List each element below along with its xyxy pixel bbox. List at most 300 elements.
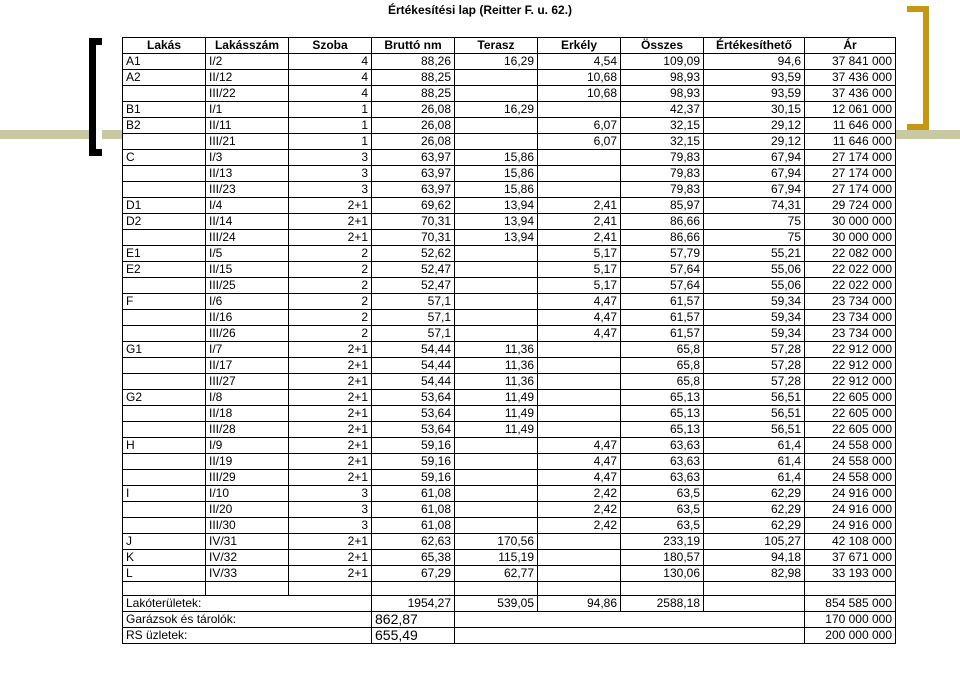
summary-brutto: 862,87 [372, 612, 455, 628]
cell-osszes: 42,37 [621, 102, 704, 118]
cell-ertekesitheto: 61,4 [704, 470, 805, 486]
cell-ertekesitheto: 93,59 [704, 86, 805, 102]
cell-lakas [123, 502, 206, 518]
cell-szoba: 1 [289, 134, 372, 150]
cell-terasz: 16,29 [455, 54, 538, 70]
cell-erkely: 2,42 [538, 518, 621, 534]
cell-szoba: 2 [289, 262, 372, 278]
cell-lakas: E1 [123, 246, 206, 262]
cell-brutto: 53,64 [372, 390, 455, 406]
cell-lakasszam: I/3 [206, 150, 289, 166]
cell-erkely [538, 150, 621, 166]
cell-brutto: 53,64 [372, 422, 455, 438]
cell-lakasszam: IV/33 [206, 566, 289, 582]
cell-ertekesitheto: 59,34 [704, 326, 805, 342]
cell-lakasszam: III/25 [206, 278, 289, 294]
cell-ar: 24 916 000 [805, 518, 896, 534]
cell-terasz [455, 134, 538, 150]
cell-brutto: 52,47 [372, 278, 455, 294]
cell-szoba: 1 [289, 118, 372, 134]
cell-terasz [455, 246, 538, 262]
summary-brutto: 1954,27 [372, 596, 455, 612]
cell-brutto: 88,25 [372, 70, 455, 86]
cell-brutto: 61,08 [372, 502, 455, 518]
cell-erkely: 5,17 [538, 262, 621, 278]
cell-szoba: 2+1 [289, 534, 372, 550]
cell-lakas: K [123, 550, 206, 566]
cell-erkely: 6,07 [538, 118, 621, 134]
column-header-erkely: Erkély [538, 38, 621, 54]
table-header-row [123, 38, 896, 54]
cell-ertekesitheto: 61,4 [704, 454, 805, 470]
summary-ar: 854 585 000 [805, 596, 896, 612]
cell-ertekesitheto: 57,28 [704, 342, 805, 358]
cell-terasz [455, 502, 538, 518]
document-title: Értékesítési lap (Reitter F. u. 62.) [387, 3, 573, 17]
cell-ertekesitheto: 55,06 [704, 278, 805, 294]
cell-osszes: 61,57 [621, 294, 704, 310]
cell-ar: 23 734 000 [805, 294, 896, 310]
table-row [123, 150, 896, 166]
cell-szoba: 2+1 [289, 342, 372, 358]
summary-ar: 200 000 000 [805, 628, 896, 644]
cell-ertekesitheto: 56,51 [704, 406, 805, 422]
cell-ar: 30 000 000 [805, 214, 896, 230]
cell-ertekesitheto: 30,15 [704, 102, 805, 118]
cell-terasz: 62,77 [455, 566, 538, 582]
cell-erkely: 10,68 [538, 70, 621, 86]
cell-lakas [123, 518, 206, 534]
cell-terasz: 11,49 [455, 406, 538, 422]
cell-ar: 27 174 000 [805, 182, 896, 198]
cell-ertekesitheto: 29,12 [704, 134, 805, 150]
table-row [123, 406, 896, 422]
cell-brutto: 63,97 [372, 166, 455, 182]
table-row [123, 518, 896, 534]
summary-row-residential [123, 596, 896, 612]
cell-szoba: 2+1 [289, 422, 372, 438]
cell-szoba: 3 [289, 518, 372, 534]
cell-lakas: B1 [123, 102, 206, 118]
cell-terasz: 15,86 [455, 166, 538, 182]
cell-lakas: H [123, 438, 206, 454]
cell-lakas: C [123, 150, 206, 166]
cell-ar: 24 558 000 [805, 454, 896, 470]
summary-row-shops [123, 628, 896, 644]
cell-erkely: 6,07 [538, 134, 621, 150]
cell-erkely [538, 374, 621, 390]
cell-szoba: 2+1 [289, 390, 372, 406]
cell-erkely: 2,41 [538, 214, 621, 230]
cell-lakas: A1 [123, 54, 206, 70]
cell-brutto: 63,97 [372, 150, 455, 166]
cell-lakasszam: II/18 [206, 406, 289, 422]
cell-terasz [455, 438, 538, 454]
table-row [123, 534, 896, 550]
cell-erkely [538, 390, 621, 406]
cell-ar: 24 558 000 [805, 438, 896, 454]
cell-lakasszam: II/15 [206, 262, 289, 278]
cell-osszes: 79,83 [621, 182, 704, 198]
cell-lakasszam: I/1 [206, 102, 289, 118]
cell-lakasszam: IV/32 [206, 550, 289, 566]
cell-ar: 30 000 000 [805, 230, 896, 246]
cell-ar: 12 061 000 [805, 102, 896, 118]
cell-terasz [455, 70, 538, 86]
cell-szoba: 3 [289, 182, 372, 198]
cell-ertekesitheto: 57,28 [704, 358, 805, 374]
cell-lakasszam: II/20 [206, 502, 289, 518]
cell-osszes: 98,93 [621, 70, 704, 86]
table-row [123, 358, 896, 374]
cell-lakasszam: I/6 [206, 294, 289, 310]
cell-brutto: 52,62 [372, 246, 455, 262]
cell-ertekesitheto: 105,27 [704, 534, 805, 550]
cell-ertekesitheto: 59,34 [704, 294, 805, 310]
cell-szoba: 3 [289, 150, 372, 166]
cell-osszes: 79,83 [621, 166, 704, 182]
cell-ar: 22 605 000 [805, 422, 896, 438]
table-row [123, 198, 896, 214]
table-row [123, 438, 896, 454]
column-header-lakas: Lakás [123, 38, 206, 54]
cell-ertekesitheto: 59,34 [704, 310, 805, 326]
cell-ertekesitheto: 55,06 [704, 262, 805, 278]
column-header-lakasszam: Lakásszám [206, 38, 289, 54]
cell-osszes: 63,5 [621, 518, 704, 534]
cell-terasz: 13,94 [455, 230, 538, 246]
cell-szoba: 2+1 [289, 406, 372, 422]
summary-row-garages [123, 612, 896, 628]
cell-erkely [538, 550, 621, 566]
cell-lakasszam: I/8 [206, 390, 289, 406]
cell-erkely [538, 422, 621, 438]
cell-terasz: 170,56 [455, 534, 538, 550]
cell-lakasszam: II/14 [206, 214, 289, 230]
cell-lakasszam: III/30 [206, 518, 289, 534]
cell-szoba: 2+1 [289, 230, 372, 246]
cell-lakasszam: III/23 [206, 182, 289, 198]
cell-ertekesitheto: 62,29 [704, 518, 805, 534]
cell-szoba: 2+1 [289, 470, 372, 486]
cell-brutto: 67,29 [372, 566, 455, 582]
cell-erkely: 4,47 [538, 310, 621, 326]
cell-ar: 22 022 000 [805, 262, 896, 278]
cell-szoba: 3 [289, 486, 372, 502]
cell-terasz: 16,29 [455, 102, 538, 118]
cell-erkely: 2,41 [538, 198, 621, 214]
cell-lakas [123, 326, 206, 342]
cell-lakas: D2 [123, 214, 206, 230]
cell-brutto: 54,44 [372, 374, 455, 390]
summary-label: Lakóterületek: [123, 596, 372, 612]
column-header-terasz: Terasz [455, 38, 538, 54]
cell-terasz [455, 294, 538, 310]
cell-lakasszam: II/17 [206, 358, 289, 374]
cell-erkely [538, 566, 621, 582]
cell-brutto: 59,16 [372, 438, 455, 454]
cell-terasz [455, 310, 538, 326]
cell-terasz: 11,49 [455, 390, 538, 406]
cell-ertekesitheto: 55,21 [704, 246, 805, 262]
cell-ar: 29 724 000 [805, 198, 896, 214]
cell-lakas [123, 374, 206, 390]
cell-osszes: 65,8 [621, 358, 704, 374]
cell-osszes: 57,64 [621, 278, 704, 294]
cell-szoba: 2+1 [289, 374, 372, 390]
cell-erkely [538, 102, 621, 118]
cell-terasz [455, 470, 538, 486]
cell-ar: 27 174 000 [805, 150, 896, 166]
cell-lakas: F [123, 294, 206, 310]
cell-erkely: 4,47 [538, 326, 621, 342]
cell-osszes: 57,64 [621, 262, 704, 278]
cell-terasz: 15,86 [455, 182, 538, 198]
cell-lakas: A2 [123, 70, 206, 86]
cell-osszes: 65,13 [621, 422, 704, 438]
cell-lakasszam: III/27 [206, 374, 289, 390]
cell-ar: 22 912 000 [805, 342, 896, 358]
cell-lakasszam: II/13 [206, 166, 289, 182]
table-row [123, 550, 896, 566]
table-row [123, 102, 896, 118]
table-row [123, 470, 896, 486]
cell-lakasszam: III/22 [206, 86, 289, 102]
cell-brutto: 61,08 [372, 486, 455, 502]
cell-erkely: 5,17 [538, 246, 621, 262]
cell-szoba: 4 [289, 70, 372, 86]
cell-terasz: 13,94 [455, 214, 538, 230]
cell-erkely: 10,68 [538, 86, 621, 102]
cell-lakasszam: III/21 [206, 134, 289, 150]
cell-osszes: 130,06 [621, 566, 704, 582]
cell-lakasszam: I/2 [206, 54, 289, 70]
table-row [123, 566, 896, 582]
cell-erkely [538, 406, 621, 422]
cell-lakas [123, 310, 206, 326]
cell-osszes: 180,57 [621, 550, 704, 566]
cell-lakas: G2 [123, 390, 206, 406]
cell-lakas: B2 [123, 118, 206, 134]
cell-ar: 24 916 000 [805, 486, 896, 502]
cell-ar: 27 174 000 [805, 166, 896, 182]
cell-szoba: 2 [289, 326, 372, 342]
cell-brutto: 69,62 [372, 198, 455, 214]
cell-ertekesitheto: 82,98 [704, 566, 805, 582]
cell-terasz [455, 326, 538, 342]
cell-ertekesitheto: 93,59 [704, 70, 805, 86]
table-row [123, 454, 896, 470]
cell-osszes: 63,63 [621, 470, 704, 486]
cell-osszes: 86,66 [621, 230, 704, 246]
cell-lakas [123, 86, 206, 102]
table-row [123, 86, 896, 102]
cell-ertekesitheto: 61,4 [704, 438, 805, 454]
table-row [123, 486, 896, 502]
cell-ertekesitheto: 56,51 [704, 390, 805, 406]
cell-szoba: 4 [289, 54, 372, 70]
column-header-szoba: Szoba [289, 38, 372, 54]
table-row [123, 310, 896, 326]
cell-ertekesitheto: 57,28 [704, 374, 805, 390]
column-header-brutto: Bruttó nm [372, 38, 455, 54]
cell-brutto: 52,47 [372, 262, 455, 278]
cell-lakas [123, 406, 206, 422]
cell-osszes: 61,57 [621, 326, 704, 342]
cell-lakasszam: III/28 [206, 422, 289, 438]
cell-ar: 22 605 000 [805, 390, 896, 406]
cell-lakasszam: I/7 [206, 342, 289, 358]
cell-ar: 11 646 000 [805, 134, 896, 150]
cell-terasz [455, 118, 538, 134]
cell-ertekesitheto: 67,94 [704, 166, 805, 182]
cell-erkely [538, 534, 621, 550]
cell-erkely [538, 182, 621, 198]
cell-erkely [538, 358, 621, 374]
column-header-osszes: Összes [621, 38, 704, 54]
cell-brutto: 70,31 [372, 230, 455, 246]
cell-terasz: 11,36 [455, 374, 538, 390]
cell-lakas: E2 [123, 262, 206, 278]
cell-ar: 11 646 000 [805, 118, 896, 134]
summary-terasz: 539,05 [455, 596, 538, 612]
cell-lakas [123, 422, 206, 438]
cell-ar: 22 912 000 [805, 358, 896, 374]
cell-brutto: 61,08 [372, 518, 455, 534]
cell-szoba: 3 [289, 166, 372, 182]
cell-ertekesitheto: 94,18 [704, 550, 805, 566]
cell-szoba: 2 [289, 294, 372, 310]
table-body [123, 54, 896, 582]
cell-szoba: 4 [289, 86, 372, 102]
table-row [123, 134, 896, 150]
cell-erkely: 2,41 [538, 230, 621, 246]
cell-lakas [123, 470, 206, 486]
summary-empty-cell [704, 596, 805, 612]
cell-osszes: 61,57 [621, 310, 704, 326]
table-row [123, 342, 896, 358]
cell-osszes: 63,63 [621, 438, 704, 454]
cell-erkely: 4,47 [538, 454, 621, 470]
cell-lakas [123, 454, 206, 470]
cell-brutto: 26,08 [372, 134, 455, 150]
summary-label: Garázsok és tárolók: [123, 612, 372, 628]
cell-brutto: 63,97 [372, 182, 455, 198]
summary-osszes: 2588,18 [621, 596, 704, 612]
cell-terasz: 15,86 [455, 150, 538, 166]
cell-brutto: 53,64 [372, 406, 455, 422]
cell-lakas [123, 358, 206, 374]
summary-erkely: 94,86 [538, 596, 621, 612]
cell-osszes: 63,5 [621, 502, 704, 518]
cell-brutto: 26,08 [372, 118, 455, 134]
cell-osszes: 79,83 [621, 150, 704, 166]
cell-brutto: 70,31 [372, 214, 455, 230]
cell-terasz [455, 454, 538, 470]
cell-lakasszam: IV/31 [206, 534, 289, 550]
cell-osszes: 65,13 [621, 390, 704, 406]
cell-erkely: 5,17 [538, 278, 621, 294]
cell-ar: 37 841 000 [805, 54, 896, 70]
cell-lakas: I [123, 486, 206, 502]
cell-terasz: 13,94 [455, 198, 538, 214]
cell-brutto: 57,1 [372, 310, 455, 326]
cell-osszes: 65,8 [621, 342, 704, 358]
table-row [123, 326, 896, 342]
cell-osszes: 63,5 [621, 486, 704, 502]
cell-lakasszam: I/10 [206, 486, 289, 502]
cell-terasz [455, 262, 538, 278]
cell-lakas: J [123, 534, 206, 550]
cell-brutto: 54,44 [372, 342, 455, 358]
cell-ar: 33 193 000 [805, 566, 896, 582]
cell-lakasszam: I/5 [206, 246, 289, 262]
sales-table [122, 37, 896, 644]
cell-ar: 24 916 000 [805, 502, 896, 518]
cell-brutto: 62,63 [372, 534, 455, 550]
cell-terasz: 115,19 [455, 550, 538, 566]
cell-szoba: 2 [289, 310, 372, 326]
table-row [123, 118, 896, 134]
summary-label: RS üzletek: [123, 628, 372, 644]
cell-terasz: 11,49 [455, 422, 538, 438]
cell-ar: 42 108 000 [805, 534, 896, 550]
cell-erkely [538, 342, 621, 358]
cell-osszes: 86,66 [621, 214, 704, 230]
cell-ertekesitheto: 67,94 [704, 182, 805, 198]
cell-ar: 22 082 000 [805, 246, 896, 262]
cell-lakasszam: II/16 [206, 310, 289, 326]
cell-osszes: 85,97 [621, 198, 704, 214]
cell-lakasszam: II/19 [206, 454, 289, 470]
cell-ertekesitheto: 62,29 [704, 502, 805, 518]
right-bracket-decoration [907, 6, 929, 130]
summary-brutto: 655,49 [372, 628, 455, 644]
cell-lakas [123, 278, 206, 294]
cell-lakas [123, 134, 206, 150]
cell-ertekesitheto: 62,29 [704, 486, 805, 502]
table-row [123, 182, 896, 198]
cell-brutto: 59,16 [372, 470, 455, 486]
cell-ar: 23 734 000 [805, 326, 896, 342]
cell-ertekesitheto: 75 [704, 214, 805, 230]
cell-brutto: 26,08 [372, 102, 455, 118]
cell-lakasszam: III/29 [206, 470, 289, 486]
table-row [123, 390, 896, 406]
table-row [123, 70, 896, 86]
cell-osszes: 63,63 [621, 454, 704, 470]
cell-szoba: 1 [289, 102, 372, 118]
cell-ertekesitheto: 29,12 [704, 118, 805, 134]
cell-ertekesitheto: 74,31 [704, 198, 805, 214]
cell-brutto: 57,1 [372, 294, 455, 310]
cell-erkely: 4,47 [538, 470, 621, 486]
cell-brutto: 88,25 [372, 86, 455, 102]
cell-lakas: D1 [123, 198, 206, 214]
cell-lakas: G1 [123, 342, 206, 358]
cell-ar: 37 671 000 [805, 550, 896, 566]
cell-szoba: 2+1 [289, 358, 372, 374]
cell-ertekesitheto: 67,94 [704, 150, 805, 166]
spacer-row [123, 582, 896, 596]
cell-szoba: 2 [289, 246, 372, 262]
summary-empty-cell [455, 612, 805, 628]
table-row [123, 54, 896, 70]
cell-lakasszam: III/26 [206, 326, 289, 342]
cell-lakas [123, 166, 206, 182]
summary-empty-cell [455, 628, 805, 644]
cell-terasz [455, 86, 538, 102]
